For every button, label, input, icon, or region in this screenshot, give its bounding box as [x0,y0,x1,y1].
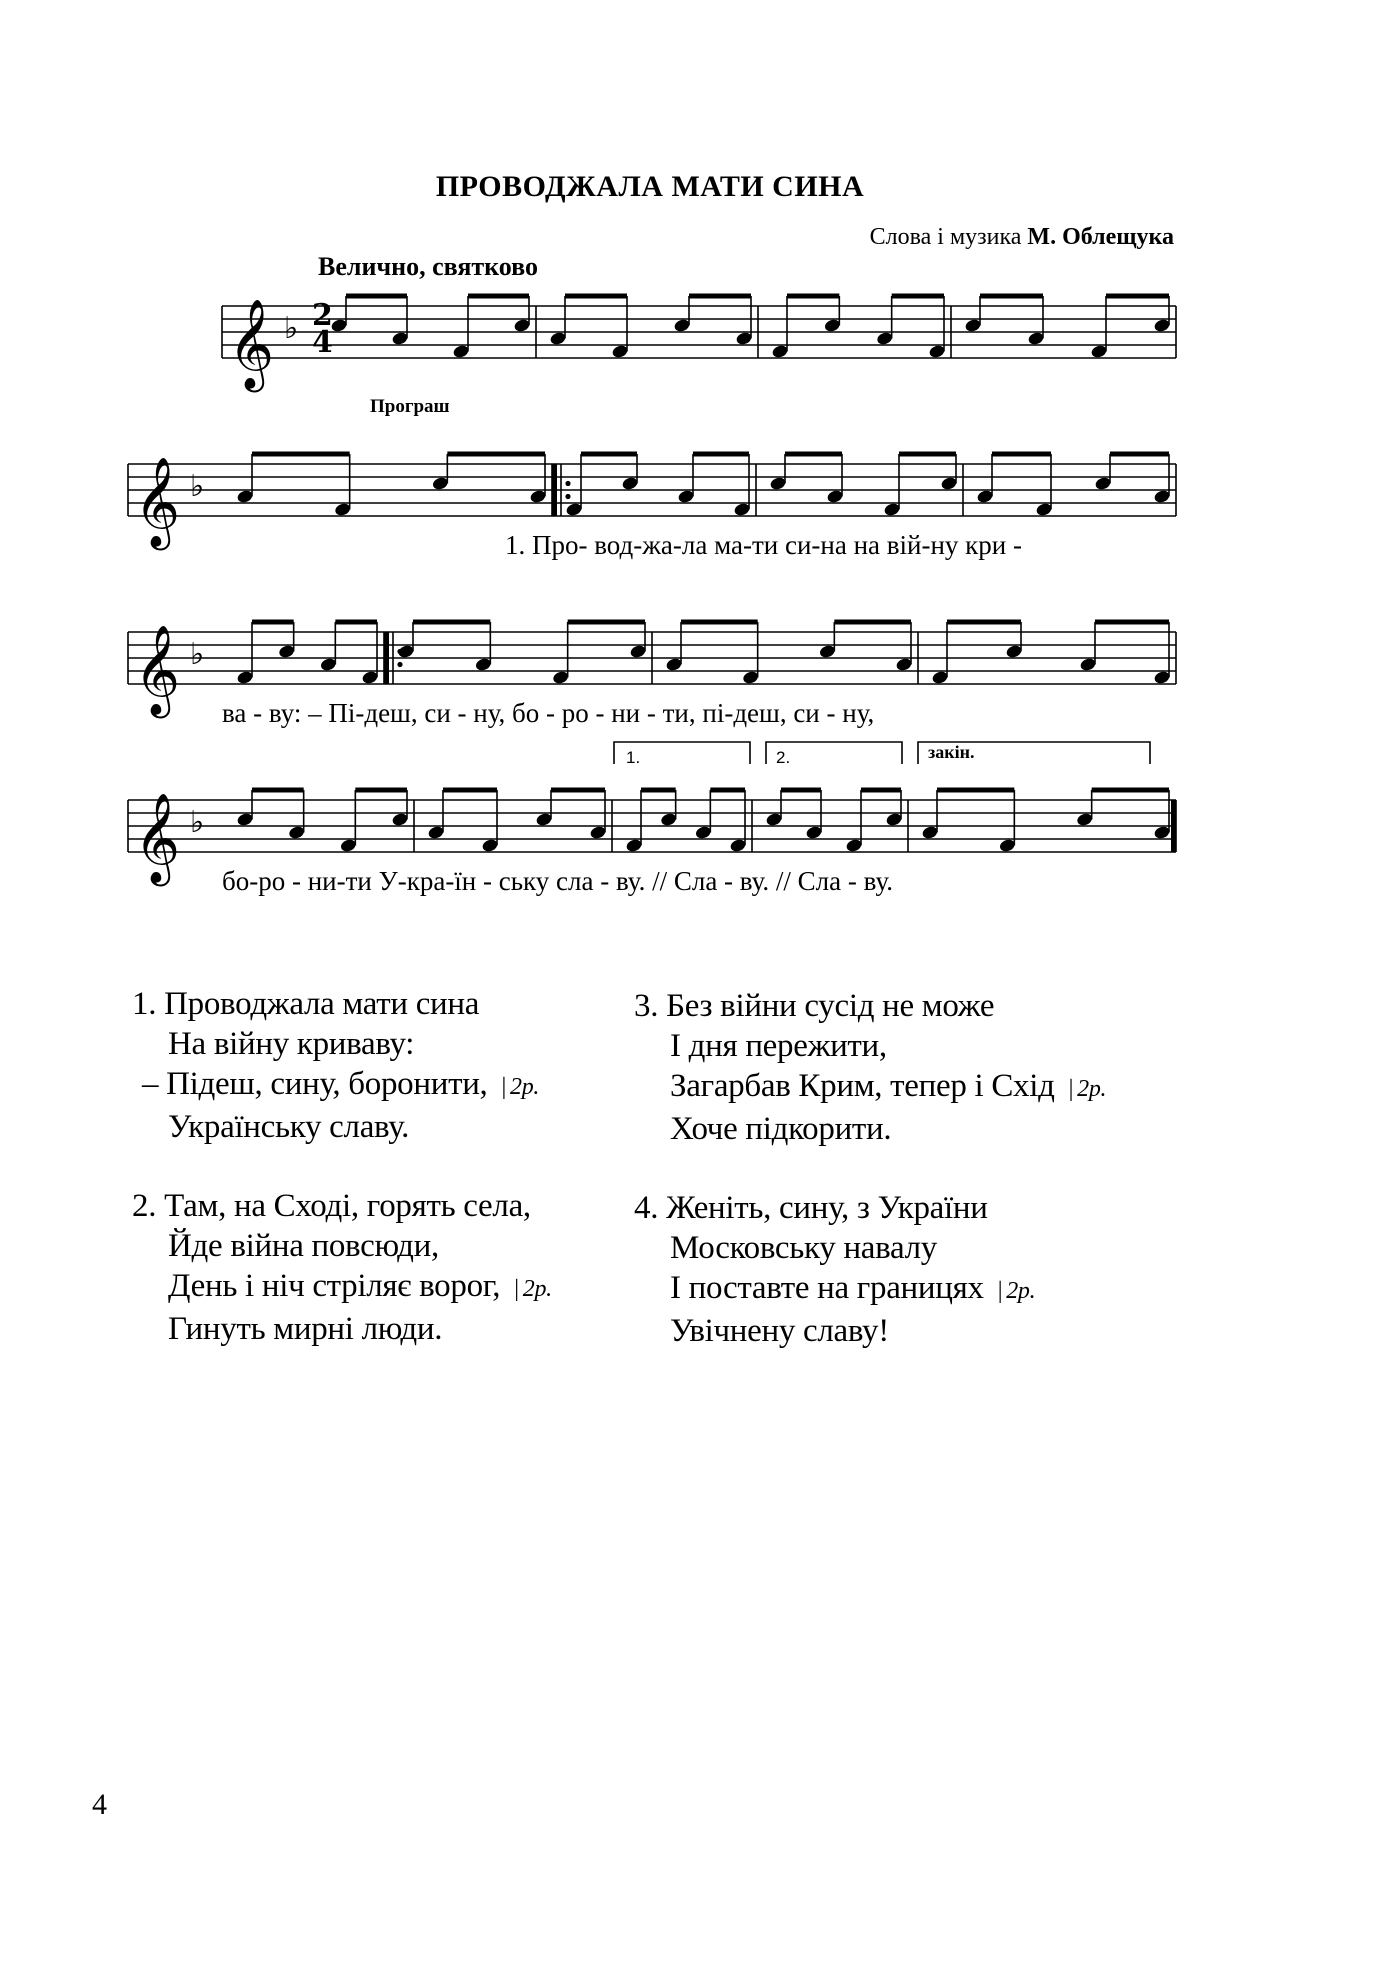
score-lyrics-line-2: 1. Про- вод-жа-ла ма-ти си-на на вій-ну кри - [505,530,1022,560]
repeat-dot [565,481,570,486]
repeat-mark: | 2р. [514,1276,552,1302]
score-lyrics-line-4: бо-ро - ни-ти У-кра-їн - ську сла - ву. // Сла - ву. // Сла - ву. [222,866,894,896]
final-barline [1171,800,1176,852]
repeat-mark: | 2р. [1069,1076,1107,1102]
verse-3 [634,986,1106,1149]
verse-line: Українську славу. [168,1109,410,1145]
volta-second-label: 2. [776,748,791,767]
credit-author: М. Облещука [1027,224,1174,250]
verse-line: І дня пережити, [670,1028,887,1064]
verse-line-repeat [634,1066,1106,1109]
volta-ending-label: закін. [928,742,975,762]
verse-line: Йде війна повсюди, [168,1228,439,1264]
music-score [0,0,1386,900]
flat-icon: ♭ [190,469,205,504]
volta-first-label: 1. [626,748,641,767]
repeat-start-bar [384,632,389,684]
verse-line: Гинуть мирні люди. [168,1311,443,1347]
verse-line-text: День і ніч стріляє ворог, [168,1268,501,1304]
flat-icon: ♭ [190,637,205,672]
verse-1 [132,984,539,1147]
treble-clef-icon: 𝄞 [134,625,181,715]
song-title: ПРОВОДЖАЛА МАТИ СИНА [435,170,865,203]
verse-line: 2. Там, на Сході, горять села, [132,1188,531,1224]
repeat-dot [565,494,570,499]
verse-line: 4. Женіть, сину, з України [634,1190,988,1226]
verse-line: Хоче підкорити. [670,1111,892,1147]
verse-4 [634,1188,1035,1351]
tempo-marking: Велично, святково [318,252,539,281]
treble-clef-icon: 𝄞 [134,793,181,883]
verse-line-repeat [634,1268,1035,1311]
verse-line: На війну криваву: [168,1026,415,1062]
verse-line-repeat [132,1064,539,1107]
verse-line: Увічнену славу! [670,1313,889,1349]
verse-line-text: – Підеш, сину, боронити, [142,1066,488,1102]
time-signature-top: 2 [312,298,333,333]
verse-line-repeat [132,1266,552,1309]
verse-line-text: І поставте на границях [670,1270,984,1306]
repeat-mark: | 2р. [998,1278,1036,1304]
flat-icon: ♭ [190,805,205,840]
repeat-mark: | 2р. [502,1074,540,1100]
flat-icon: ♭ [284,311,299,346]
verse-line-text: Загарбав Крим, тепер і Схід [670,1068,1055,1104]
repeat-start-bar [552,464,557,516]
credit-prefix: Слова і музика [869,224,1022,250]
verse-2 [132,1186,552,1349]
verse-line: 1. Проводжала мати сина [132,986,480,1022]
score-lyrics-line-3: ва - ву: – Пі-деш, си - ну, бо - ро - ни - ти, пі-деш, си - ну, [222,698,875,728]
verse-line: 3. Без війни сусід не може [634,988,995,1024]
page-number: 4 [92,1788,107,1821]
prograsch-label: Програш [370,396,450,417]
treble-clef-icon: 𝄞 [228,299,275,389]
time-signature-bottom: 4 [312,325,333,360]
verse-line: Московську навалу [670,1230,938,1266]
treble-clef-icon: 𝄞 [134,457,181,547]
repeat-dot [397,662,402,667]
